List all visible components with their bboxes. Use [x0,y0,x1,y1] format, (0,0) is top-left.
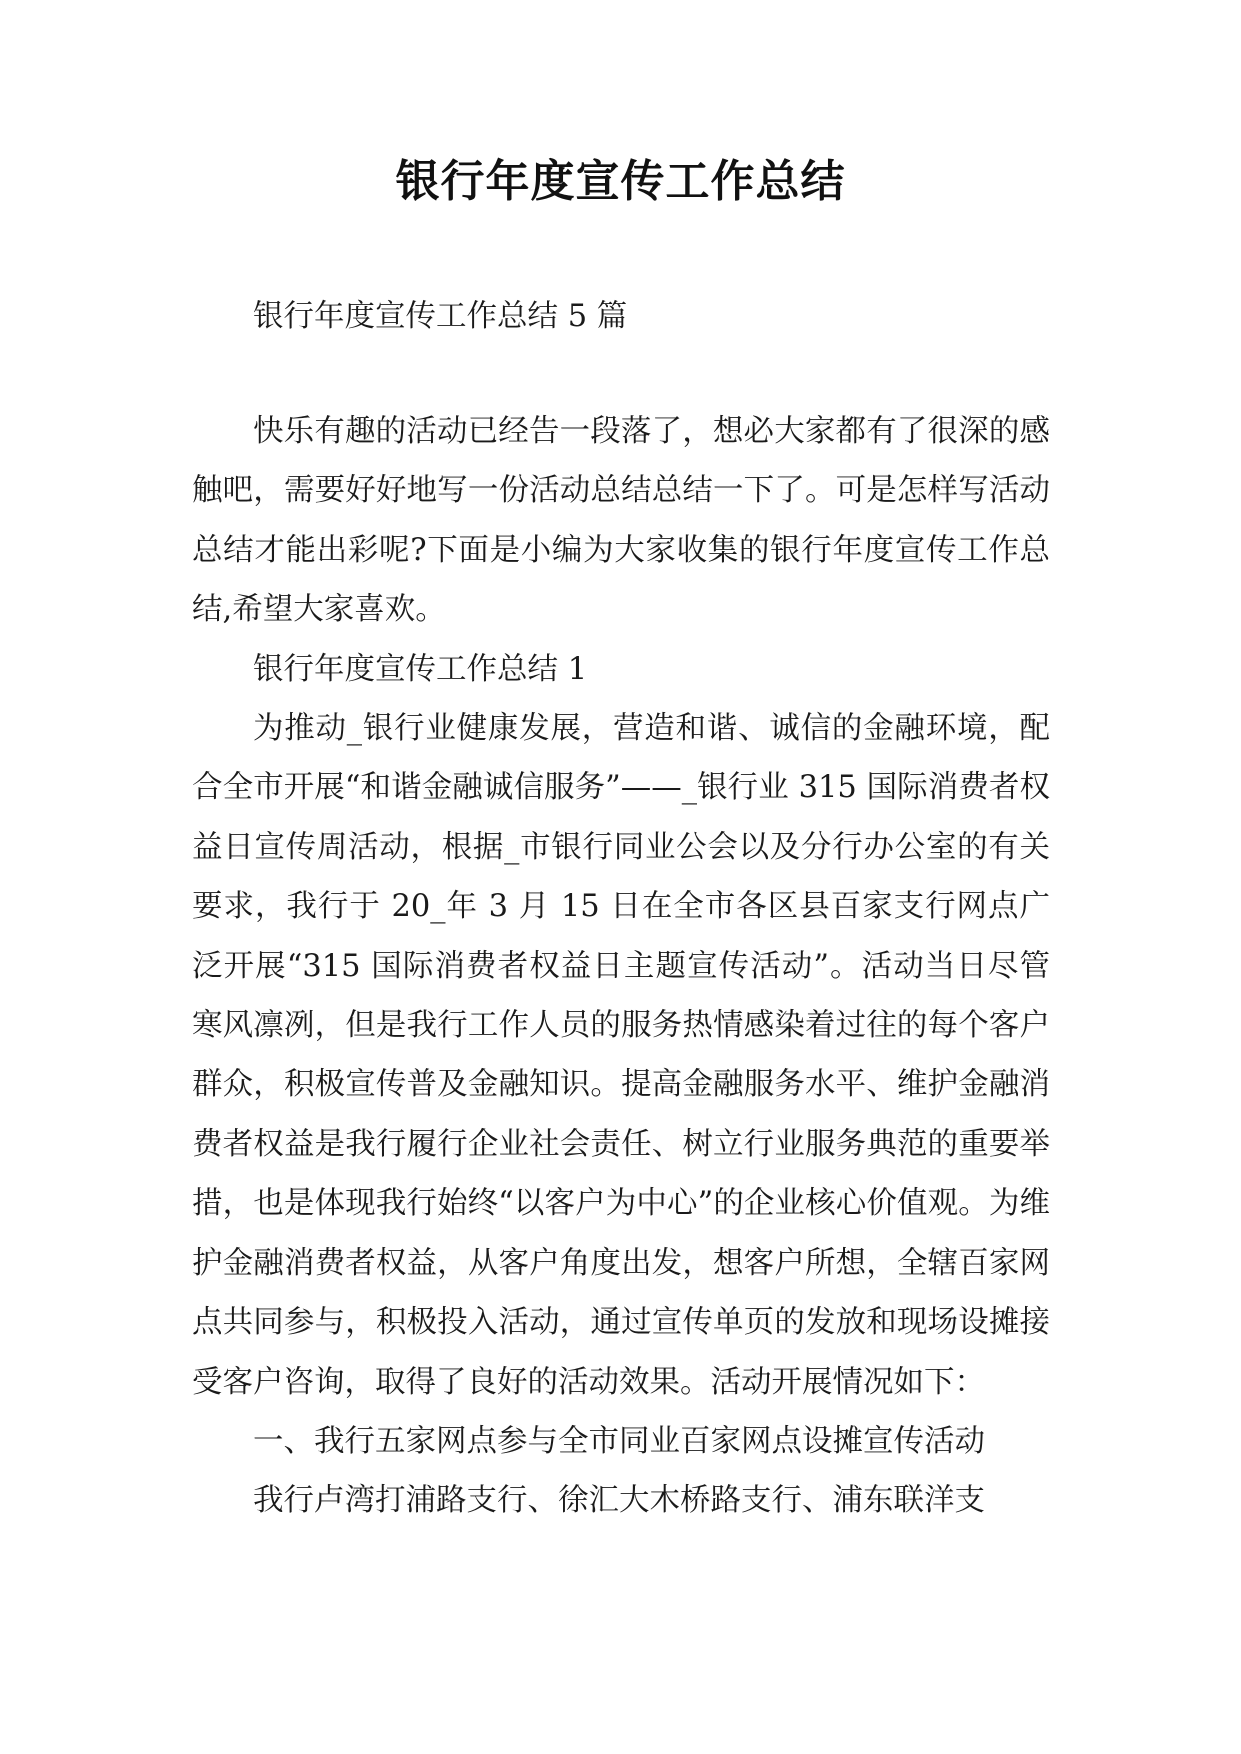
document-title: 银行年度宣传工作总结 [395,156,846,207]
document-subtitle: 银行年度宣传工作总结 5 篇 [253,299,628,334]
section-heading-1: 银行年度宣传工作总结 1 [253,651,588,687]
body-paragraph: 为推动_银行业健康发展，营造和谐、诚信的金融环境，配合全市开展“和谐金融诚信服务”——_银行业 315 国际消费者权益日宣传周活动，根据_市银行同业公会以及分行办公室的有关要求，我行于 20_年 3 月 15 日在全市各区县百家支行网点广泛开展“315 国际消费者权益日主题宣传活动”。活动当日尽管寒风凛冽，但是我行工作人员的服务热情感染着过往的每个客户群众，积极宣传普及金融知识。提高金融服务水平、维护金融消费者权益是我行履行企业社会责任、树立行业服务典范的重要举措，也是体现我行始终“以客户为中心”的企业核心价值观。为维护金融消费者权益，从客户角度出发，想客户所想，全辖百家网点共同参与，积极投入活动，通过宣传单页的发放和现场设摊接受客户咨询，取得了良好的活动效果。活动开展情况如下： [192,711,1050,1400]
body-paragraph-continued: 我行卢湾打浦路支行、徐汇大木桥路支行、浦东联洋支 [253,1483,985,1519]
intro-paragraph: 快乐有趣的活动已经告一段落了，想必大家都有了很深的感触吧，需要好好地写一份活动总结总结一下了。可是怎样写活动总结才能出彩呢?下面是小编为大家收集的银行年度宣传工作总结,希望大家喜欢。 [192,414,1050,628]
section-subheading-1: 一、我行五家网点参与全市同业百家网点设摊宣传活动 [253,1423,985,1459]
body-text [192,402,1050,1531]
subtitle-block [192,287,1050,346]
